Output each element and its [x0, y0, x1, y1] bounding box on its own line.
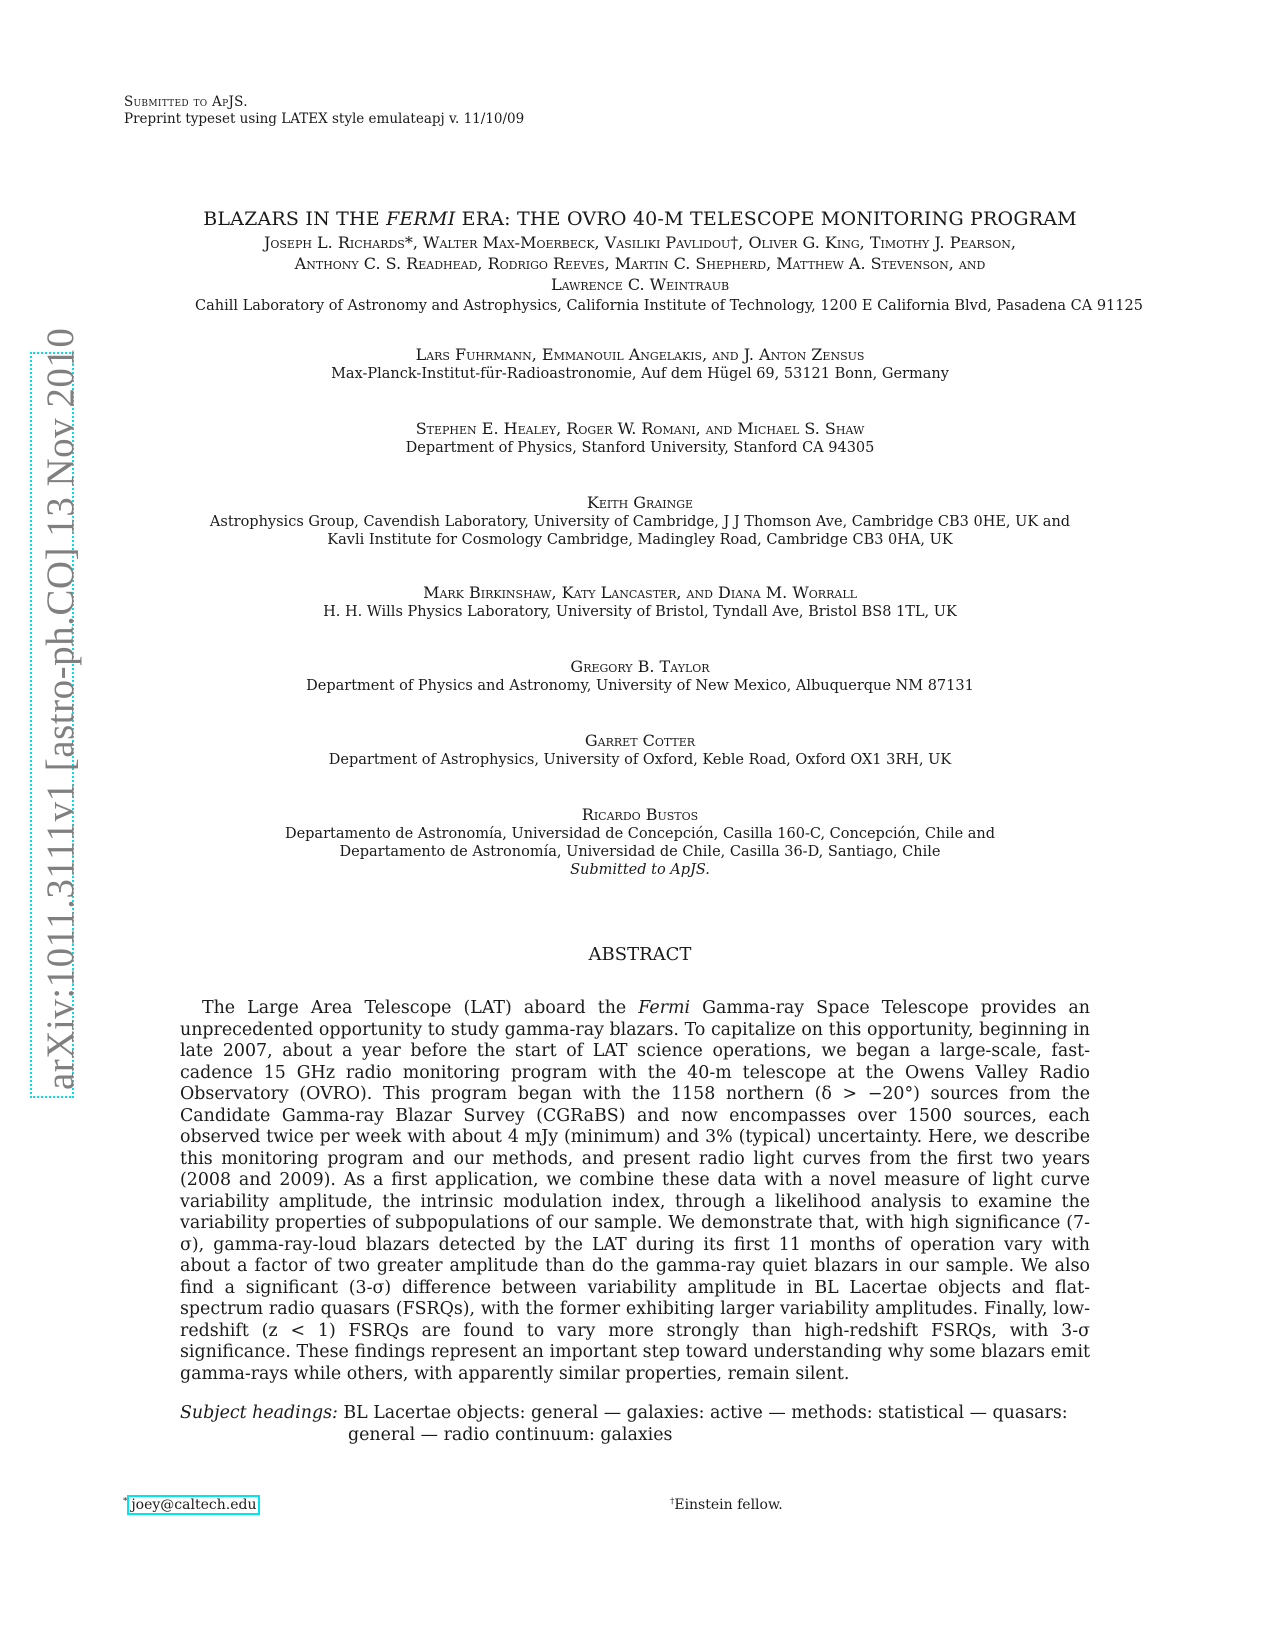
paper-title: BLAZARS IN THE FERMI ERA: THE OVRO 40-M TELESCOPE MONITORING PROGRAM [203, 208, 1077, 230]
title-fermi: FERMI [386, 208, 456, 230]
subject-headings-label: Subject headings: [180, 1403, 338, 1423]
affiliation: Kavli Institute for Cosmology Cambridge, Madingley Road, Cambridge CB3 0HA, UK [327, 532, 953, 548]
footnote-text: Einstein fellow. [674, 1497, 783, 1513]
submitted-line: Submitted to ApJS. [124, 94, 248, 110]
submitted-note: Submitted to ApJS. [570, 862, 710, 878]
affiliation: Departamento de Astronomía, Universidad de Chile, Casilla 36-D, Santiago, Chile [339, 844, 941, 860]
author-line: Anthony C. S. Readhead, Rodrigo Reeves, Martin C. Shepherd, Matthew A. Stevenson, and [294, 254, 986, 273]
author-line: Stephen E. Healey, Roger W. Romani, and Michael S. Shaw [415, 419, 865, 438]
author-group-unm [120, 656, 1160, 695]
affiliation: Cahill Laboratory of Astronomy and Astrophysics, California Institute of Technology, 1200 E California Blvd, Pasadena CA 91125 [195, 298, 1143, 314]
affiliation: Astrophysics Group, Cavendish Laboratory, University of Cambridge, J J Thomson Ave, Cambridge CB3 0HE, UK and [209, 514, 1071, 530]
arxiv-identifier: arXiv:1011.3111v1 [astro-ph.CO] 13 Nov 2010 [39, 327, 82, 1090]
author-line: Gregory B. Taylor [570, 657, 710, 676]
preprint-line: Preprint typeset using LATEX style emulateapj v. 11/10/09 [124, 111, 525, 127]
journal-header [124, 94, 524, 128]
author-group-bristol [120, 582, 1160, 621]
abstract-heading: ABSTRACT [588, 944, 692, 965]
author-line: Ricardo Bustos [581, 805, 699, 824]
affiliation: Max-Planck-Institut-für-Radioastronomie, Auf dem Hügel 69, 53121 Bonn, Germany [331, 366, 949, 382]
affiliation: Department of Physics and Astronomy, University of New Mexico, Albuquerque NM 87131 [306, 678, 974, 694]
subject-headings-text: BL Lacertae objects: general — galaxies: active — methods: statistical — quasars: general — radio continuum: galaxies [343, 1403, 1068, 1445]
author-line: Garret Cotter [584, 731, 696, 750]
author-group-stanford [120, 418, 1160, 457]
author-group-oxford [120, 730, 1160, 769]
author-group-cambridge [120, 492, 1160, 549]
affiliation: Department of Physics, Stanford University, Stanford CA 94305 [405, 440, 875, 456]
affiliation: Departamento de Astronomía, Universidad de Concepción, Casilla 160-C, Concepción, Chile and [284, 826, 996, 842]
footnote-einstein [670, 1497, 783, 1513]
author-line: Lars Fuhrmann, Emmanouil Angelakis, and J. Anton Zensus [415, 345, 865, 364]
author-group-chile [120, 804, 1160, 879]
footnote-mark: † [670, 1496, 675, 1507]
abstract-fermi: Fermi [638, 998, 691, 1018]
author-line: Keith Grainge [586, 493, 694, 512]
subject-headings [180, 1403, 1090, 1446]
author-line: Lawrence C. Weintraub [550, 275, 730, 294]
author-group-caltech [120, 232, 1160, 315]
affiliation: H. H. Wills Physics Laboratory, University of Bristol, Tyndall Ave, Bristol BS8 1TL, UK [323, 604, 957, 620]
author-line: Joseph L. Richards*, Walter Max-Moerbeck, Vasiliki Pavlidou†, Oliver G. King, Timothy J. Pearson, [263, 233, 1017, 252]
email-link[interactable]: joey@caltech.edu [127, 1495, 260, 1515]
footnote-email [123, 1497, 260, 1513]
abstract-body: The Large Area Telescope (LAT) aboard the Fermi Gamma-ray Space Telescope provides an unprecedented opportunity to study gamma-ray blazars. To capitalize on this opportunity, beginning in late 2007, about a year before the start of LAT science operations, we began a large-scale, fast-cadence 15 GHz radio monitoring program with the 40-m telescope at the Owens Valley Radio Observatory (OVRO). This program began with the 1158 northern (δ > −20°) sources from the Candidate Gamma-ray Blazar Survey (CGRaBS) and now encompasses over 1500 sources, each observed twice per week with about 4 mJy (minimum) and 3% (typical) uncertainty. Here, we describe this monitoring program and our methods, and present radio light curves from the first two years (2008 and 2009). As a first application, we combine these data with a novel measure of light curve variability amplitude, the intrinsic modulation index, through a likelihood analysis to examine the variability properties of subpopulations of our sample. We demonstrate that, with high significance (7-σ), gamma-ray-loud blazars detected by the LAT during its first 11 months of operation vary with about a factor of two greater amplitude than do the gamma-ray quiet blazars in our sample. We also find a significant (3-σ) difference between variability amplitude in BL Lacertae objects and flat-spectrum radio quasars (FSRQs), with the former exhibiting larger variability amplitudes. Finally, low-redshift (z < 1) FSRQs are found to vary more strongly than high-redshift FSRQs, with 3-σ significance. These findings represent an important step toward understanding why some blazars emit gamma-rays while others, with apparently similar properties, remain silent. [180, 998, 1091, 1384]
author-group-mpifr [120, 344, 1160, 383]
footnote-mark: * [123, 1496, 128, 1507]
author-line: Mark Birkinshaw, Katy Lancaster, and Diana M. Worrall [423, 583, 857, 602]
affiliation: Department of Astrophysics, University of Oxford, Keble Road, Oxford OX1 3RH, UK [328, 752, 952, 768]
